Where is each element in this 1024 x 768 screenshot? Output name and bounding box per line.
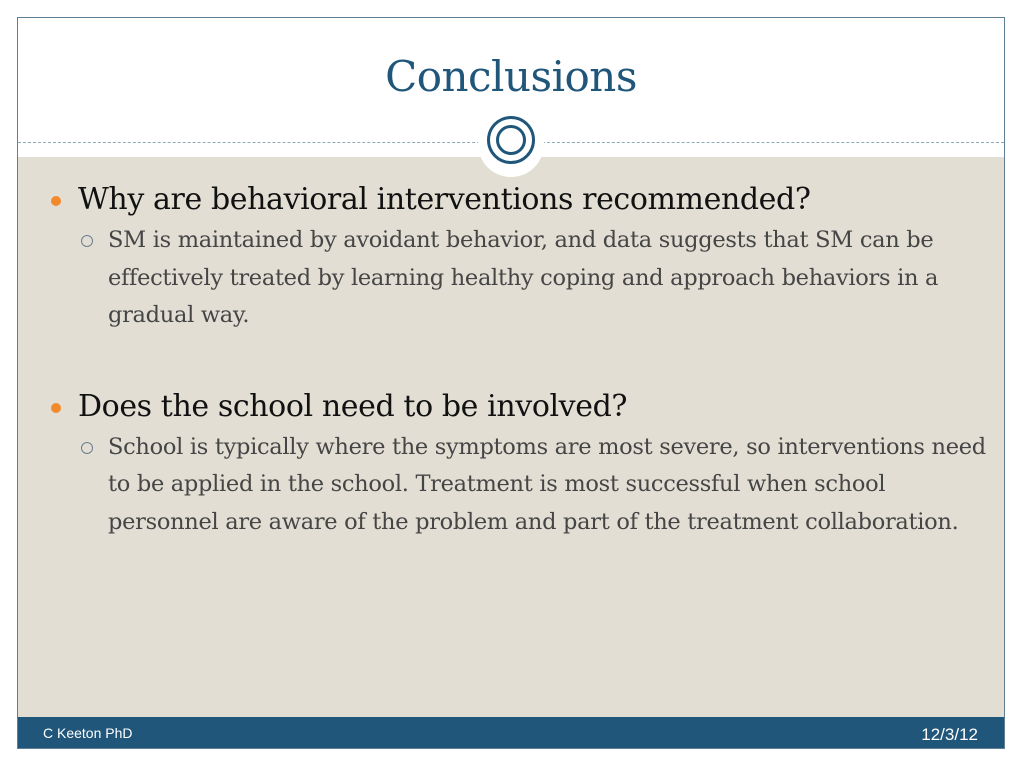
sub-bullet	[78, 222, 988, 335]
bullet-item	[48, 180, 988, 335]
bullet-heading	[48, 387, 988, 427]
circle-ornament-icon	[487, 116, 535, 164]
bullet-dot-icon	[51, 403, 61, 413]
sub-bullet-ring-icon	[81, 442, 93, 454]
circle-ornament-inner	[496, 125, 526, 155]
footer-date: 12/3/12	[921, 725, 978, 744]
footer-bar	[18, 717, 1004, 749]
bullet-list	[48, 180, 988, 593]
sub-bullet-ring-icon	[81, 235, 93, 247]
bullet-heading	[48, 180, 988, 220]
bullet-text: Does the school need to be involved?	[78, 388, 628, 424]
bullet-dot-icon	[51, 196, 61, 206]
bullet-item	[48, 387, 988, 542]
sub-bullet-text: SM is maintained by avoidant behavior, and data suggests that SM can be effectively treated by learning healthy coping and approach behaviors in a gradual way.	[108, 227, 939, 328]
footer-author: C Keeton PhD	[43, 725, 133, 741]
slide-title: Conclusions	[385, 52, 637, 101]
sub-bullet	[78, 429, 988, 542]
sub-bullet-text: School is typically where the symptoms are most severe, so interventions need to be applied in the school. Treatment is most successful when school personnel are aware of the problem and part of the treatment collaboration.	[108, 433, 986, 535]
bullet-text: Why are behavioral interventions recommended?	[78, 182, 811, 217]
slide	[17, 17, 1005, 749]
